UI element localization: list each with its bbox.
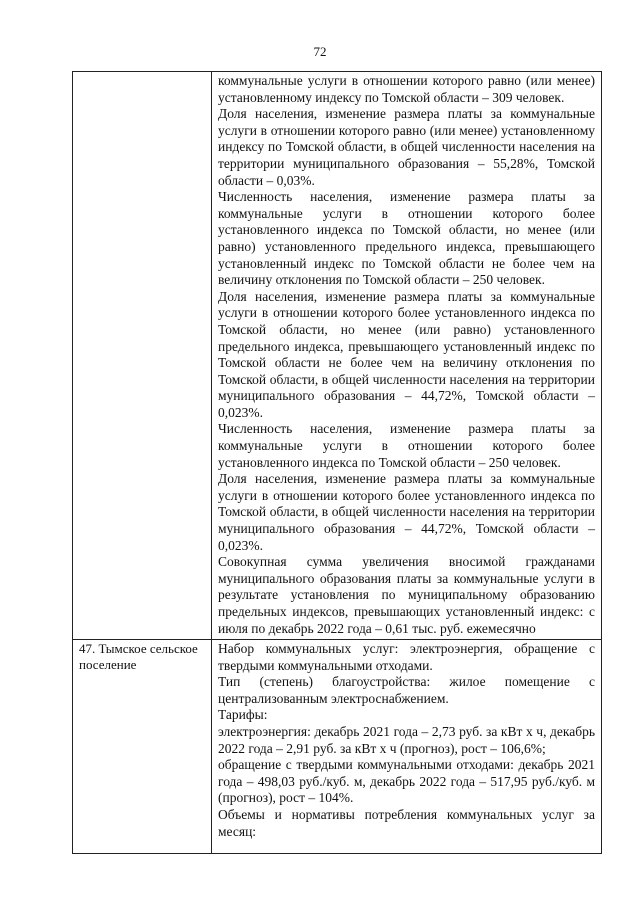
description-cell xyxy=(212,72,602,640)
paragraph: Доля населения, изменение размера платы за коммунальные услуги в отношении которого более установленного индекса по Томской области, в общей численности населения на территории муниципального образования – 44,72%, Томской области – 0,023%. xyxy=(218,471,595,553)
table-row xyxy=(73,640,602,854)
document-table xyxy=(72,71,602,854)
paragraph: электроэнергия: декабрь 2021 года – 2,73 руб. за кВт х ч, декабрь 2022 года – 2,91 руб. за кВт х ч (прогноз), рост – 106,6%; xyxy=(218,723,595,756)
paragraph: Тип (степень) благоустройства: жилое помещение с централизованным электроснабжением. xyxy=(218,674,595,706)
description-cell xyxy=(212,640,602,854)
paragraph: коммунальные услуги в отношении которого равно (или менее) установленному индексу по Томской области – 309 человек. xyxy=(218,73,595,105)
municipality-cell xyxy=(73,72,212,640)
paragraph: Численность населения, изменение размера платы за коммунальные услуги в отношении которого более установленного индекса по Томской области, но менее (или равно) установленного предельного индекса, превышающего установленный индекс по Томской области не более чем на величину отклонения по Томской области – 250 человек. xyxy=(218,189,595,288)
paragraph: Тарифы: xyxy=(218,707,268,723)
paragraph: Совокупная сумма увеличения вносимой гражданами муниципального образования платы за коммунальные услуги в результате установления по муниципальному образованию предельных индексов, превышающих установленный индекс: с июля по декабрь 2022 года – 0,61 тыс. руб. ежемесячно xyxy=(218,554,595,636)
municipality-cell: 47. Тымское сельское поселение xyxy=(73,640,212,854)
paragraph: обращение с твердыми коммунальными отходами: декабрь 2021 года – 498,03 руб./куб. м, декабрь 2022 года – 517,95 руб./куб. м (прогноз), рост – 104%. xyxy=(218,757,595,806)
table-row xyxy=(73,72,602,640)
paragraph: Доля населения, изменение размера платы за коммунальные услуги в отношении которого равно (или менее) установленному индексу по Томской области, в общей численности населения на территории муниципального образования – 55,28%, Томской области – 0,03%. xyxy=(218,106,595,188)
paragraph: Доля населения, изменение размера платы за коммунальные услуги в отношении которого более установленного индекса по Томской области, но менее (или равно) установленного предельного индекса, превышающего установленный индекс по Томской области не более чем на величину отклонения по Томской области, в общей численности населения на территории муниципального образования – 44,72%, Томской области – 0,023%. xyxy=(218,288,595,420)
paragraph: Численность населения, изменение размера платы за коммунальные услуги в отношении которого более установленного индекса по Томской области – 250 человек. xyxy=(218,421,595,470)
paragraph: Набор коммунальных услуг: электроэнергия, обращение с твердыми коммунальными отходами. xyxy=(218,641,595,673)
page-number: 72 xyxy=(313,44,327,59)
paragraph: Объемы и нормативы потребления коммунальных услуг за месяц: xyxy=(218,806,595,839)
